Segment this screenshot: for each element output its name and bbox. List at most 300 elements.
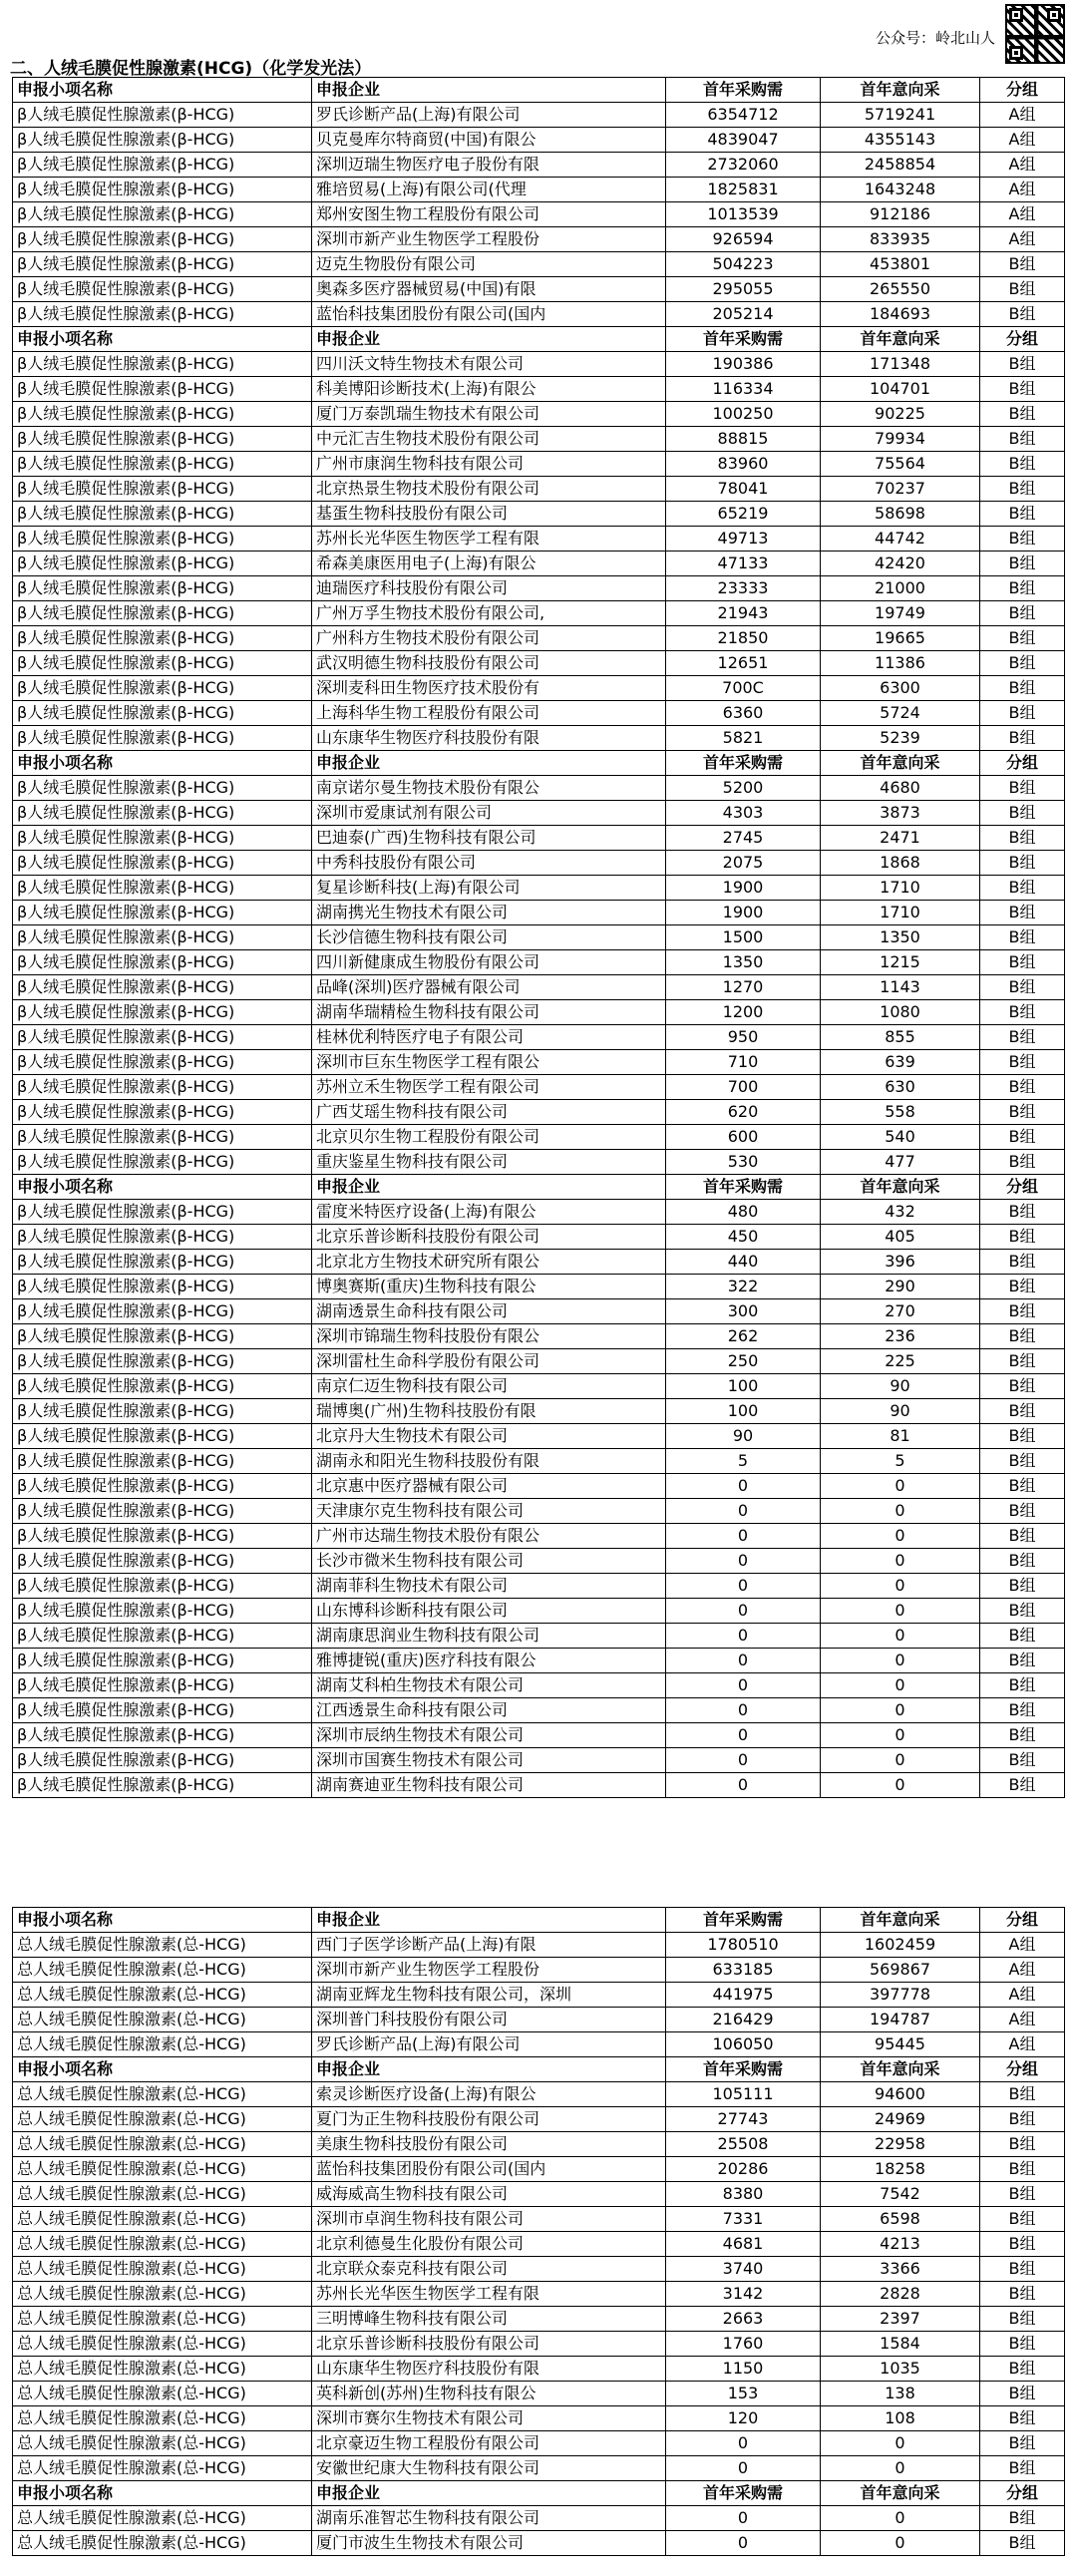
first-year-demand-cell: 23333 — [666, 576, 821, 601]
item-name-cell: β人绒毛膜促性腺激素(β-HCG) — [13, 776, 312, 801]
item-name-cell: β人绒毛膜促性腺激素(β-HCG) — [13, 1624, 312, 1649]
company-cell: 湖南透景生命科技有限公司 — [312, 1299, 666, 1324]
first-year-demand-cell: 1013539 — [666, 202, 821, 227]
table-row — [13, 576, 1065, 601]
first-year-intent-cell: 75564 — [821, 452, 980, 477]
column-header: 分组 — [980, 2481, 1065, 2506]
column-header: 首年意向采 — [821, 1908, 980, 1933]
item-name-cell: β人绒毛膜促性腺激素(β-HCG) — [13, 252, 312, 277]
company-cell: 深圳市新产业生物医学工程股份 — [312, 1958, 666, 1983]
group-cell: B组 — [980, 1374, 1065, 1399]
company-cell: 奥森多医疗器械贸易(中国)有限 — [312, 277, 666, 302]
group-cell: B组 — [980, 1250, 1065, 1275]
first-year-demand-cell: 700 — [666, 1075, 821, 1100]
column-header: 申报小项名称 — [13, 751, 312, 776]
first-year-demand-cell: 5200 — [666, 776, 821, 801]
first-year-intent-cell: 3873 — [821, 801, 980, 826]
table-row — [13, 1250, 1065, 1275]
group-cell: B组 — [980, 1524, 1065, 1549]
column-header: 首年采购需 — [666, 751, 821, 776]
first-year-intent-cell: 2397 — [821, 2307, 980, 2332]
company-cell: 深圳市赛尔生物技术有限公司 — [312, 2406, 666, 2431]
first-year-intent-cell: 81 — [821, 1424, 980, 1449]
group-cell: B组 — [980, 701, 1065, 726]
item-name-cell: β人绒毛膜促性腺激素(β-HCG) — [13, 1748, 312, 1773]
group-cell: B组 — [980, 552, 1065, 576]
column-header: 分组 — [980, 78, 1065, 103]
first-year-intent-cell: 94600 — [821, 2082, 980, 2107]
first-year-intent-cell: 0 — [821, 1673, 980, 1698]
table-row — [13, 2082, 1065, 2107]
group-cell: B组 — [980, 950, 1065, 975]
first-year-demand-cell: 100 — [666, 1374, 821, 1399]
item-name-cell: β人绒毛膜促性腺激素(β-HCG) — [13, 826, 312, 851]
group-cell: A组 — [980, 153, 1065, 178]
table-row — [13, 1748, 1065, 1773]
first-year-demand-cell: 2075 — [666, 851, 821, 876]
table-row — [13, 2257, 1065, 2282]
item-name-cell: β人绒毛膜促性腺激素(β-HCG) — [13, 1150, 312, 1175]
column-header: 首年采购需 — [666, 78, 821, 103]
item-name-cell: β人绒毛膜促性腺激素(β-HCG) — [13, 402, 312, 427]
company-cell: 湖南永和阳光生物科技股份有限 — [312, 1449, 666, 1474]
company-cell: 希森美康医用电子(上海)有限公 — [312, 552, 666, 576]
table-row — [13, 2357, 1065, 2382]
company-cell: 四川新健康成生物股份有限公司 — [312, 950, 666, 975]
first-year-demand-cell: 6354712 — [666, 103, 821, 128]
first-year-demand-cell: 0 — [666, 1574, 821, 1599]
first-year-intent-cell: 453801 — [821, 252, 980, 277]
table-header-row — [13, 2057, 1065, 2082]
first-year-intent-cell: 1350 — [821, 925, 980, 950]
first-year-intent-cell: 24969 — [821, 2107, 980, 2132]
first-year-intent-cell: 1710 — [821, 901, 980, 925]
group-cell: B组 — [980, 851, 1065, 876]
first-year-demand-cell: 0 — [666, 1723, 821, 1748]
group-cell: B组 — [980, 601, 1065, 626]
company-cell: 江西透景生命科技有限公司 — [312, 1698, 666, 1723]
company-cell: 北京北方生物技术研究所有限公 — [312, 1250, 666, 1275]
first-year-intent-cell: 1143 — [821, 975, 980, 1000]
table-header-row — [13, 1908, 1065, 1933]
table-row — [13, 427, 1065, 452]
item-name-cell: β人绒毛膜促性腺激素(β-HCG) — [13, 626, 312, 651]
table-row — [13, 2456, 1065, 2481]
table-row — [13, 1698, 1065, 1723]
first-year-demand-cell: 1780510 — [666, 1933, 821, 1958]
group-cell: A组 — [980, 1958, 1065, 1983]
table-row — [13, 1599, 1065, 1624]
item-name-cell: β人绒毛膜促性腺激素(β-HCG) — [13, 1424, 312, 1449]
item-name-cell: 总人绒毛膜促性腺激素(总-HCG) — [13, 2182, 312, 2207]
first-year-intent-cell: 6598 — [821, 2207, 980, 2232]
first-year-demand-cell: 0 — [666, 1773, 821, 1798]
table-row — [13, 2032, 1065, 2057]
first-year-intent-cell: 225 — [821, 1349, 980, 1374]
first-year-demand-cell: 0 — [666, 1474, 821, 1499]
table-header-row — [13, 327, 1065, 352]
item-name-cell: β人绒毛膜促性腺激素(β-HCG) — [13, 178, 312, 202]
first-year-demand-cell: 1500 — [666, 925, 821, 950]
first-year-intent-cell: 5724 — [821, 701, 980, 726]
group-cell: B组 — [980, 1200, 1065, 1225]
company-cell: 湖南亚辉龙生物科技有限公司，深圳 — [312, 1983, 666, 2008]
table-row — [13, 1449, 1065, 1474]
item-name-cell: β人绒毛膜促性腺激素(β-HCG) — [13, 1025, 312, 1050]
group-cell: B组 — [980, 1299, 1065, 1324]
first-year-intent-cell: 639 — [821, 1050, 980, 1075]
table-row — [13, 302, 1065, 327]
first-year-demand-cell: 4303 — [666, 801, 821, 826]
company-cell: 苏州立禾生物医学工程有限公司 — [312, 1075, 666, 1100]
item-name-cell: β人绒毛膜促性腺激素(β-HCG) — [13, 1125, 312, 1150]
first-year-intent-cell: 630 — [821, 1075, 980, 1100]
group-cell: B组 — [980, 2257, 1065, 2282]
item-name-cell: β人绒毛膜促性腺激素(β-HCG) — [13, 1200, 312, 1225]
group-cell: B组 — [980, 2132, 1065, 2157]
item-name-cell: 总人绒毛膜促性腺激素(总-HCG) — [13, 2082, 312, 2107]
first-year-intent-cell: 0 — [821, 1524, 980, 1549]
company-cell: 威海威高生物科技有限公司 — [312, 2182, 666, 2207]
group-cell: B组 — [980, 502, 1065, 527]
first-year-demand-cell: 20286 — [666, 2157, 821, 2182]
company-cell: 深圳雷杜生命科学股份有限公司 — [312, 1349, 666, 1374]
first-year-intent-cell: 397778 — [821, 1983, 980, 2008]
company-cell: 北京热景生物技术股份有限公司 — [312, 477, 666, 502]
first-year-demand-cell: 1270 — [666, 975, 821, 1000]
column-header: 首年意向采 — [821, 1175, 980, 1200]
first-year-demand-cell: 926594 — [666, 227, 821, 252]
item-name-cell: β人绒毛膜促性腺激素(β-HCG) — [13, 1275, 312, 1299]
table-row — [13, 876, 1065, 901]
group-cell: B组 — [980, 1399, 1065, 1424]
table-row — [13, 2531, 1065, 2556]
company-cell: 深圳迈瑞生物医疗电子股份有限 — [312, 153, 666, 178]
first-year-intent-cell: 138 — [821, 2382, 980, 2406]
table-row — [13, 1474, 1065, 1499]
first-year-demand-cell: 1200 — [666, 1000, 821, 1025]
item-name-cell: 总人绒毛膜促性腺激素(总-HCG) — [13, 2332, 312, 2357]
item-name-cell: 总人绒毛膜促性腺激素(总-HCG) — [13, 2506, 312, 2531]
column-header: 申报小项名称 — [13, 1175, 312, 1200]
group-cell: B组 — [980, 2282, 1065, 2307]
group-cell: B组 — [980, 1025, 1065, 1050]
first-year-intent-cell: 18258 — [821, 2157, 980, 2182]
item-name-cell: β人绒毛膜促性腺激素(β-HCG) — [13, 876, 312, 901]
first-year-demand-cell: 0 — [666, 1524, 821, 1549]
company-cell: 北京利德曼生化股份有限公司 — [312, 2232, 666, 2257]
item-name-cell: β人绒毛膜促性腺激素(β-HCG) — [13, 1499, 312, 1524]
company-cell: 长沙信德生物科技有限公司 — [312, 925, 666, 950]
group-cell: B组 — [980, 1075, 1065, 1100]
item-name-cell: β人绒毛膜促性腺激素(β-HCG) — [13, 1349, 312, 1374]
first-year-demand-cell: 65219 — [666, 502, 821, 527]
table-row — [13, 2207, 1065, 2232]
column-header: 首年意向采 — [821, 2481, 980, 2506]
column-header: 分组 — [980, 1175, 1065, 1200]
table-row — [13, 1958, 1065, 1983]
first-year-intent-cell: 0 — [821, 1624, 980, 1649]
column-header: 申报小项名称 — [13, 78, 312, 103]
table-row — [13, 227, 1065, 252]
first-year-intent-cell: 184693 — [821, 302, 980, 327]
column-header: 首年采购需 — [666, 2481, 821, 2506]
first-year-intent-cell: 1868 — [821, 851, 980, 876]
company-cell: 贝克曼库尔特商贸(中国)有限公 — [312, 128, 666, 153]
first-year-intent-cell: 0 — [821, 1773, 980, 1798]
first-year-demand-cell: 0 — [666, 2506, 821, 2531]
group-cell: B组 — [980, 901, 1065, 925]
first-year-intent-cell: 1710 — [821, 876, 980, 901]
item-name-cell: β人绒毛膜促性腺激素(β-HCG) — [13, 975, 312, 1000]
company-cell: 雅培贸易(上海)有限公司(代理 — [312, 178, 666, 202]
first-year-demand-cell: 295055 — [666, 277, 821, 302]
first-year-demand-cell: 120 — [666, 2406, 821, 2431]
company-cell: 桂林优利特医疗电子有限公司 — [312, 1025, 666, 1050]
group-cell: B组 — [980, 925, 1065, 950]
item-name-cell: β人绒毛膜促性腺激素(β-HCG) — [13, 1449, 312, 1474]
first-year-demand-cell: 530 — [666, 1150, 821, 1175]
company-cell: 北京豪迈生物工程股份有限公司 — [312, 2431, 666, 2456]
first-year-intent-cell: 4355143 — [821, 128, 980, 153]
company-cell: 西门子医学诊断产品(上海)有限 — [312, 1933, 666, 1958]
company-cell: 重庆鉴星生物科技有限公司 — [312, 1150, 666, 1175]
first-year-intent-cell: 265550 — [821, 277, 980, 302]
item-name-cell: β人绒毛膜促性腺激素(β-HCG) — [13, 1250, 312, 1275]
group-cell: B组 — [980, 1748, 1065, 1773]
first-year-demand-cell: 0 — [666, 2456, 821, 2481]
group-cell: B组 — [980, 1474, 1065, 1499]
first-year-intent-cell: 194787 — [821, 2008, 980, 2032]
item-name-cell: β人绒毛膜促性腺激素(β-HCG) — [13, 1324, 312, 1349]
first-year-demand-cell: 620 — [666, 1100, 821, 1125]
table-row — [13, 1025, 1065, 1050]
table-header-row — [13, 2481, 1065, 2506]
group-cell: B组 — [980, 277, 1065, 302]
group-cell: B组 — [980, 1000, 1065, 1025]
column-header: 分组 — [980, 2057, 1065, 2082]
first-year-intent-cell: 396 — [821, 1250, 980, 1275]
column-header: 申报企业 — [312, 78, 666, 103]
table-row — [13, 1200, 1065, 1225]
first-year-demand-cell: 190386 — [666, 352, 821, 377]
first-year-demand-cell: 105111 — [666, 2082, 821, 2107]
group-cell: B组 — [980, 2382, 1065, 2406]
table-row — [13, 1933, 1065, 1958]
first-year-intent-cell: 90 — [821, 1399, 980, 1424]
group-cell: B组 — [980, 1449, 1065, 1474]
table-row — [13, 2182, 1065, 2207]
table-row — [13, 1549, 1065, 1574]
group-cell: B组 — [980, 2182, 1065, 2207]
first-year-demand-cell: 0 — [666, 1624, 821, 1649]
first-year-intent-cell: 90225 — [821, 402, 980, 427]
column-header: 申报企业 — [312, 327, 666, 352]
company-cell: 深圳市新产业生物医学工程股份 — [312, 227, 666, 252]
table-row — [13, 252, 1065, 277]
first-year-intent-cell: 0 — [821, 2531, 980, 2556]
item-name-cell: 总人绒毛膜促性腺激素(总-HCG) — [13, 2157, 312, 2182]
company-cell: 索灵诊断医疗设备(上海)有限公 — [312, 2082, 666, 2107]
company-cell: 广西艾瑶生物科技有限公司 — [312, 1100, 666, 1125]
item-name-cell: β人绒毛膜促性腺激素(β-HCG) — [13, 576, 312, 601]
item-name-cell: 总人绒毛膜促性腺激素(总-HCG) — [13, 2008, 312, 2032]
first-year-intent-cell: 7542 — [821, 2182, 980, 2207]
group-cell: A组 — [980, 2032, 1065, 2057]
column-header: 首年意向采 — [821, 78, 980, 103]
company-cell: 北京乐普诊断科技股份有限公司 — [312, 1225, 666, 1250]
first-year-intent-cell: 0 — [821, 1649, 980, 1673]
company-cell: 基蛋生物科技股份有限公司 — [312, 502, 666, 527]
table-row — [13, 1574, 1065, 1599]
first-year-demand-cell: 5 — [666, 1449, 821, 1474]
table-row — [13, 1983, 1065, 2008]
company-cell: 瑞博奥(广州)生物科技股份有限 — [312, 1399, 666, 1424]
table-row — [13, 950, 1065, 975]
group-cell: B组 — [980, 377, 1065, 402]
company-cell: 山东康华生物医疗科技股份有限 — [312, 2357, 666, 2382]
first-year-intent-cell: 4213 — [821, 2232, 980, 2257]
first-year-demand-cell: 1825831 — [666, 178, 821, 202]
item-name-cell: β人绒毛膜促性腺激素(β-HCG) — [13, 1649, 312, 1673]
company-cell: 南京诺尔曼生物技术股份有限公 — [312, 776, 666, 801]
first-year-demand-cell: 450 — [666, 1225, 821, 1250]
company-cell: 苏州长光华医生物医学工程有限 — [312, 527, 666, 552]
table-row — [13, 153, 1065, 178]
first-year-intent-cell: 405 — [821, 1225, 980, 1250]
table-row — [13, 2157, 1065, 2182]
company-cell: 北京丹大生物技术有限公司 — [312, 1424, 666, 1449]
first-year-intent-cell: 558 — [821, 1100, 980, 1125]
group-cell: A组 — [980, 103, 1065, 128]
company-cell: 天津康尔克生物科技有限公司 — [312, 1499, 666, 1524]
group-cell: B组 — [980, 402, 1065, 427]
first-year-demand-cell: 5821 — [666, 726, 821, 751]
table-row — [13, 377, 1065, 402]
group-cell: B组 — [980, 252, 1065, 277]
company-cell: 美康生物科技股份有限公司 — [312, 2132, 666, 2157]
group-cell: B组 — [980, 2157, 1065, 2182]
group-cell: B组 — [980, 651, 1065, 676]
company-cell: 北京贝尔生物工程股份有限公司 — [312, 1125, 666, 1150]
first-year-demand-cell: 3740 — [666, 2257, 821, 2282]
table-row — [13, 402, 1065, 427]
first-year-intent-cell: 0 — [821, 2506, 980, 2531]
first-year-demand-cell: 0 — [666, 1748, 821, 1773]
group-cell: B组 — [980, 527, 1065, 552]
item-name-cell: β人绒毛膜促性腺激素(β-HCG) — [13, 103, 312, 128]
column-header: 申报小项名称 — [13, 327, 312, 352]
table-row — [13, 2332, 1065, 2357]
first-year-intent-cell: 1035 — [821, 2357, 980, 2382]
column-header: 申报企业 — [312, 2481, 666, 2506]
first-year-demand-cell: 0 — [666, 1599, 821, 1624]
company-cell: 夏门为正生物科技股份有限公司 — [312, 2107, 666, 2132]
group-cell: A组 — [980, 1983, 1065, 2008]
first-year-intent-cell: 0 — [821, 1748, 980, 1773]
first-year-demand-cell: 4681 — [666, 2232, 821, 2257]
first-year-intent-cell: 11386 — [821, 651, 980, 676]
column-header: 首年采购需 — [666, 2057, 821, 2082]
group-cell: B组 — [980, 427, 1065, 452]
first-year-demand-cell: 250 — [666, 1349, 821, 1374]
first-year-demand-cell: 4839047 — [666, 128, 821, 153]
table-row — [13, 1773, 1065, 1798]
company-cell: 雅博捷锐(重庆)医疗科技有限公 — [312, 1649, 666, 1673]
first-year-demand-cell: 2663 — [666, 2307, 821, 2332]
company-cell: 北京联众泰克科技有限公司 — [312, 2257, 666, 2282]
group-cell: B组 — [980, 2307, 1065, 2332]
item-name-cell: 总人绒毛膜促性腺激素(总-HCG) — [13, 2232, 312, 2257]
table-row — [13, 2307, 1065, 2332]
group-cell: B组 — [980, 352, 1065, 377]
table-row — [13, 1349, 1065, 1374]
column-header: 分组 — [980, 751, 1065, 776]
company-cell: 苏州长光华医生物医学工程有限 — [312, 2282, 666, 2307]
group-cell: B组 — [980, 2531, 1065, 2556]
first-year-demand-cell: 1900 — [666, 876, 821, 901]
group-cell: B组 — [980, 626, 1065, 651]
group-cell: B组 — [980, 801, 1065, 826]
first-year-demand-cell: 700C — [666, 676, 821, 701]
column-header: 首年采购需 — [666, 1908, 821, 1933]
company-cell: 厦门市波生生物技术有限公司 — [312, 2531, 666, 2556]
table-row — [13, 1524, 1065, 1549]
table-row — [13, 601, 1065, 626]
item-name-cell: β人绒毛膜促性腺激素(β-HCG) — [13, 527, 312, 552]
item-name-cell: β人绒毛膜促性腺激素(β-HCG) — [13, 1374, 312, 1399]
company-cell: 湖南康思润业生物科技有限公司 — [312, 1624, 666, 1649]
table-row — [13, 1050, 1065, 1075]
item-name-cell: β人绒毛膜促性腺激素(β-HCG) — [13, 352, 312, 377]
group-cell: A组 — [980, 227, 1065, 252]
group-cell: B组 — [980, 1723, 1065, 1748]
group-cell: B组 — [980, 726, 1065, 751]
table-row — [13, 801, 1065, 826]
company-cell: 深圳普门科技股份有限公司 — [312, 2008, 666, 2032]
first-year-intent-cell: 2828 — [821, 2282, 980, 2307]
table-row — [13, 2232, 1065, 2257]
group-cell: B组 — [980, 2207, 1065, 2232]
company-cell: 广州万孚生物技术股份有限公司, — [312, 601, 666, 626]
first-year-demand-cell: 8380 — [666, 2182, 821, 2207]
first-year-intent-cell: 22958 — [821, 2132, 980, 2157]
first-year-demand-cell: 0 — [666, 2431, 821, 2456]
item-name-cell: 总人绒毛膜促性腺激素(总-HCG) — [13, 2357, 312, 2382]
first-year-intent-cell: 95445 — [821, 2032, 980, 2057]
group-cell: B组 — [980, 1599, 1065, 1624]
item-name-cell: β人绒毛膜促性腺激素(β-HCG) — [13, 302, 312, 327]
column-header: 申报企业 — [312, 1908, 666, 1933]
first-year-intent-cell: 1080 — [821, 1000, 980, 1025]
group-cell: B组 — [980, 2456, 1065, 2481]
item-name-cell: β人绒毛膜促性腺激素(β-HCG) — [13, 601, 312, 626]
group-cell: B组 — [980, 1150, 1065, 1175]
first-year-demand-cell: 6360 — [666, 701, 821, 726]
company-cell: 山东博科诊断科技有限公司 — [312, 1599, 666, 1624]
item-name-cell: β人绒毛膜促性腺激素(β-HCG) — [13, 477, 312, 502]
item-name-cell: 总人绒毛膜促性腺激素(总-HCG) — [13, 1983, 312, 2008]
group-cell: B组 — [980, 1574, 1065, 1599]
item-name-cell: β人绒毛膜促性腺激素(β-HCG) — [13, 1549, 312, 1574]
company-cell: 郑州安图生物工程股份有限公司 — [312, 202, 666, 227]
item-name-cell: 总人绒毛膜促性腺激素(总-HCG) — [13, 2257, 312, 2282]
item-name-cell: β人绒毛膜促性腺激素(β-HCG) — [13, 1723, 312, 1748]
company-cell: 蓝怡科技集团股份有限公司(国内 — [312, 2157, 666, 2182]
first-year-intent-cell: 6300 — [821, 676, 980, 701]
first-year-demand-cell: 710 — [666, 1050, 821, 1075]
item-name-cell: 总人绒毛膜促性腺激素(总-HCG) — [13, 2431, 312, 2456]
